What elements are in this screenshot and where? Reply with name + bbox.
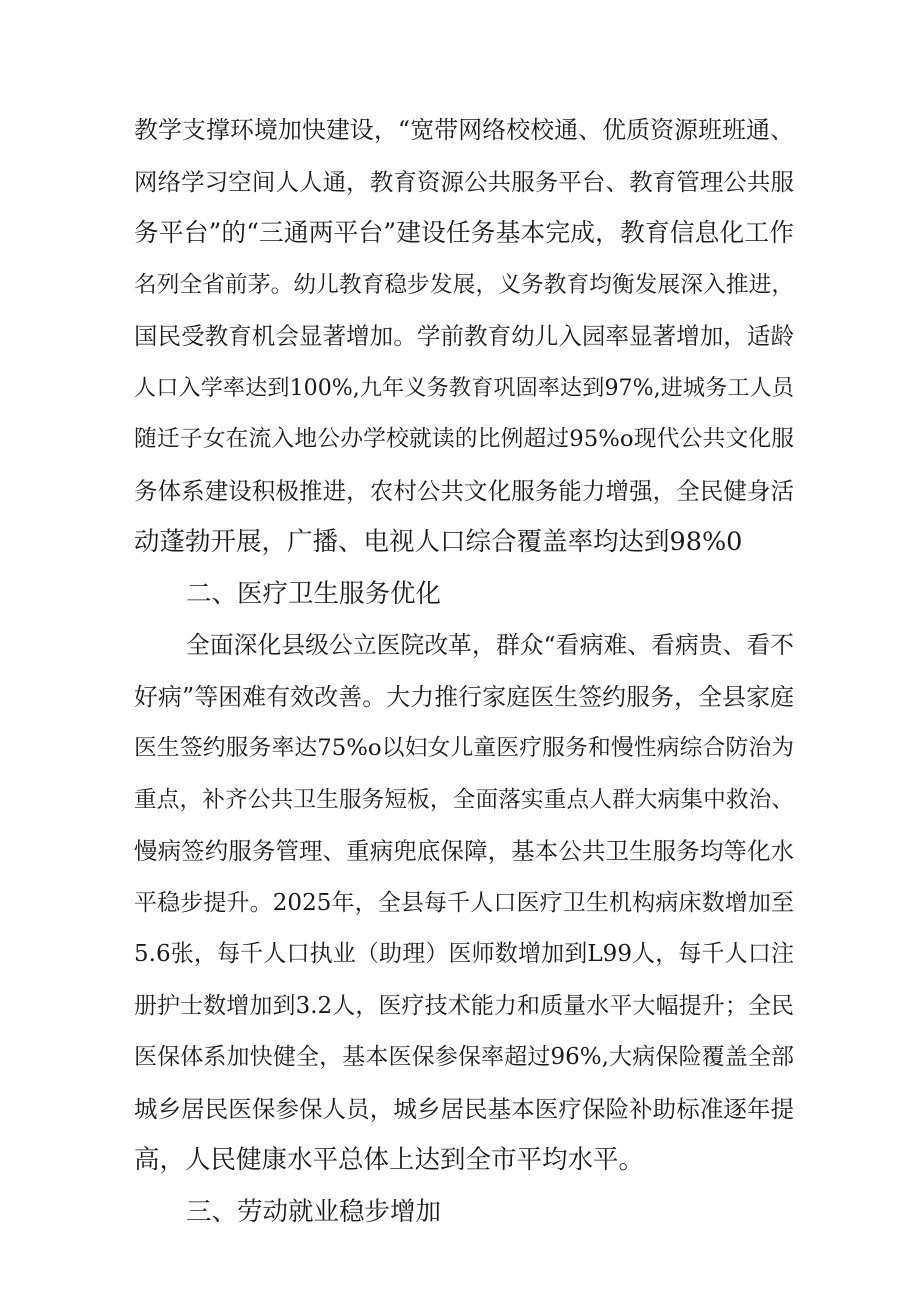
text-line: 网络学习空间人人通，教育资源公共服务平台、教育管理公共服 xyxy=(134,168,794,196)
text-line: 名列全省前茅。幼儿教育稳步发展，义务教育均衡发展深入推进， xyxy=(134,272,794,298)
text-line: 重点，补齐公共卫生服务短板，全面落实重点人群大病集中救治、 xyxy=(134,787,794,813)
text-line: 册护士数增加到3.2人，医疗技术能力和质量水平大幅提升；全民 xyxy=(134,993,794,1019)
text-line: 高，人民健康水平总体上达到全市平均水平。 xyxy=(134,1145,645,1175)
text-line: 城乡居民医保参保人员，城乡居民基本医疗保险补助标准逐年提 xyxy=(134,1095,794,1123)
text-line: 慢病签约服务管理、重病兜底保障，基本公共卫生服务均等化水 xyxy=(134,837,794,865)
text-line: 好病”等困难有效改善。大力推行家庭医生签约服务，全县家庭 xyxy=(134,683,794,711)
text-line: 平稳步提升。2025年，全县每千人口医疗卫生机构病床数增加至 xyxy=(134,890,794,916)
text-line: 人口入学率达到100%,九年义务教育巩固率达到97%,进城务工人员 xyxy=(134,375,794,401)
text-line: 随迁子女在流入地公办学校就读的比例超过95%o现代公共文化服 xyxy=(134,426,794,452)
text-line: 全面深化县级公立医院改革，群众“看病难、看病贵、看不 xyxy=(186,631,794,659)
section-heading-employment: 三、劳动就业稳步增加 xyxy=(186,1197,442,1227)
text-line: 教学支撑环境加快建设，“宽带网络校校通、优质资源班班通、 xyxy=(134,116,794,144)
text-line: 医保体系加快健全，基本医保参保率超过96%,大病保险覆盖全部 xyxy=(134,1044,794,1070)
text-line: 医生签约服务率达75%o以妇女儿童医疗服务和慢性病综合防治为 xyxy=(134,735,794,761)
text-line: 务体系建设积极推进，农村公共文化服务能力增强，全民健身活 xyxy=(134,477,794,505)
text-line: 动蓬勃开展，广播、电视人口综合覆盖率均达到98%0 xyxy=(134,527,743,557)
text-line: 务平台”的“三通两平台”建设任务基本完成，教育信息化工作 xyxy=(134,218,794,247)
text-line: 5.6张，每千人口执业（助理）医师数增加到L99人，每千人口注 xyxy=(134,941,794,967)
section-heading-healthcare: 二、医疗卫生服务优化 xyxy=(186,579,442,609)
text-line: 国民受教育机会显著增加。学前教育幼儿入园率显著增加，适龄 xyxy=(134,322,794,350)
